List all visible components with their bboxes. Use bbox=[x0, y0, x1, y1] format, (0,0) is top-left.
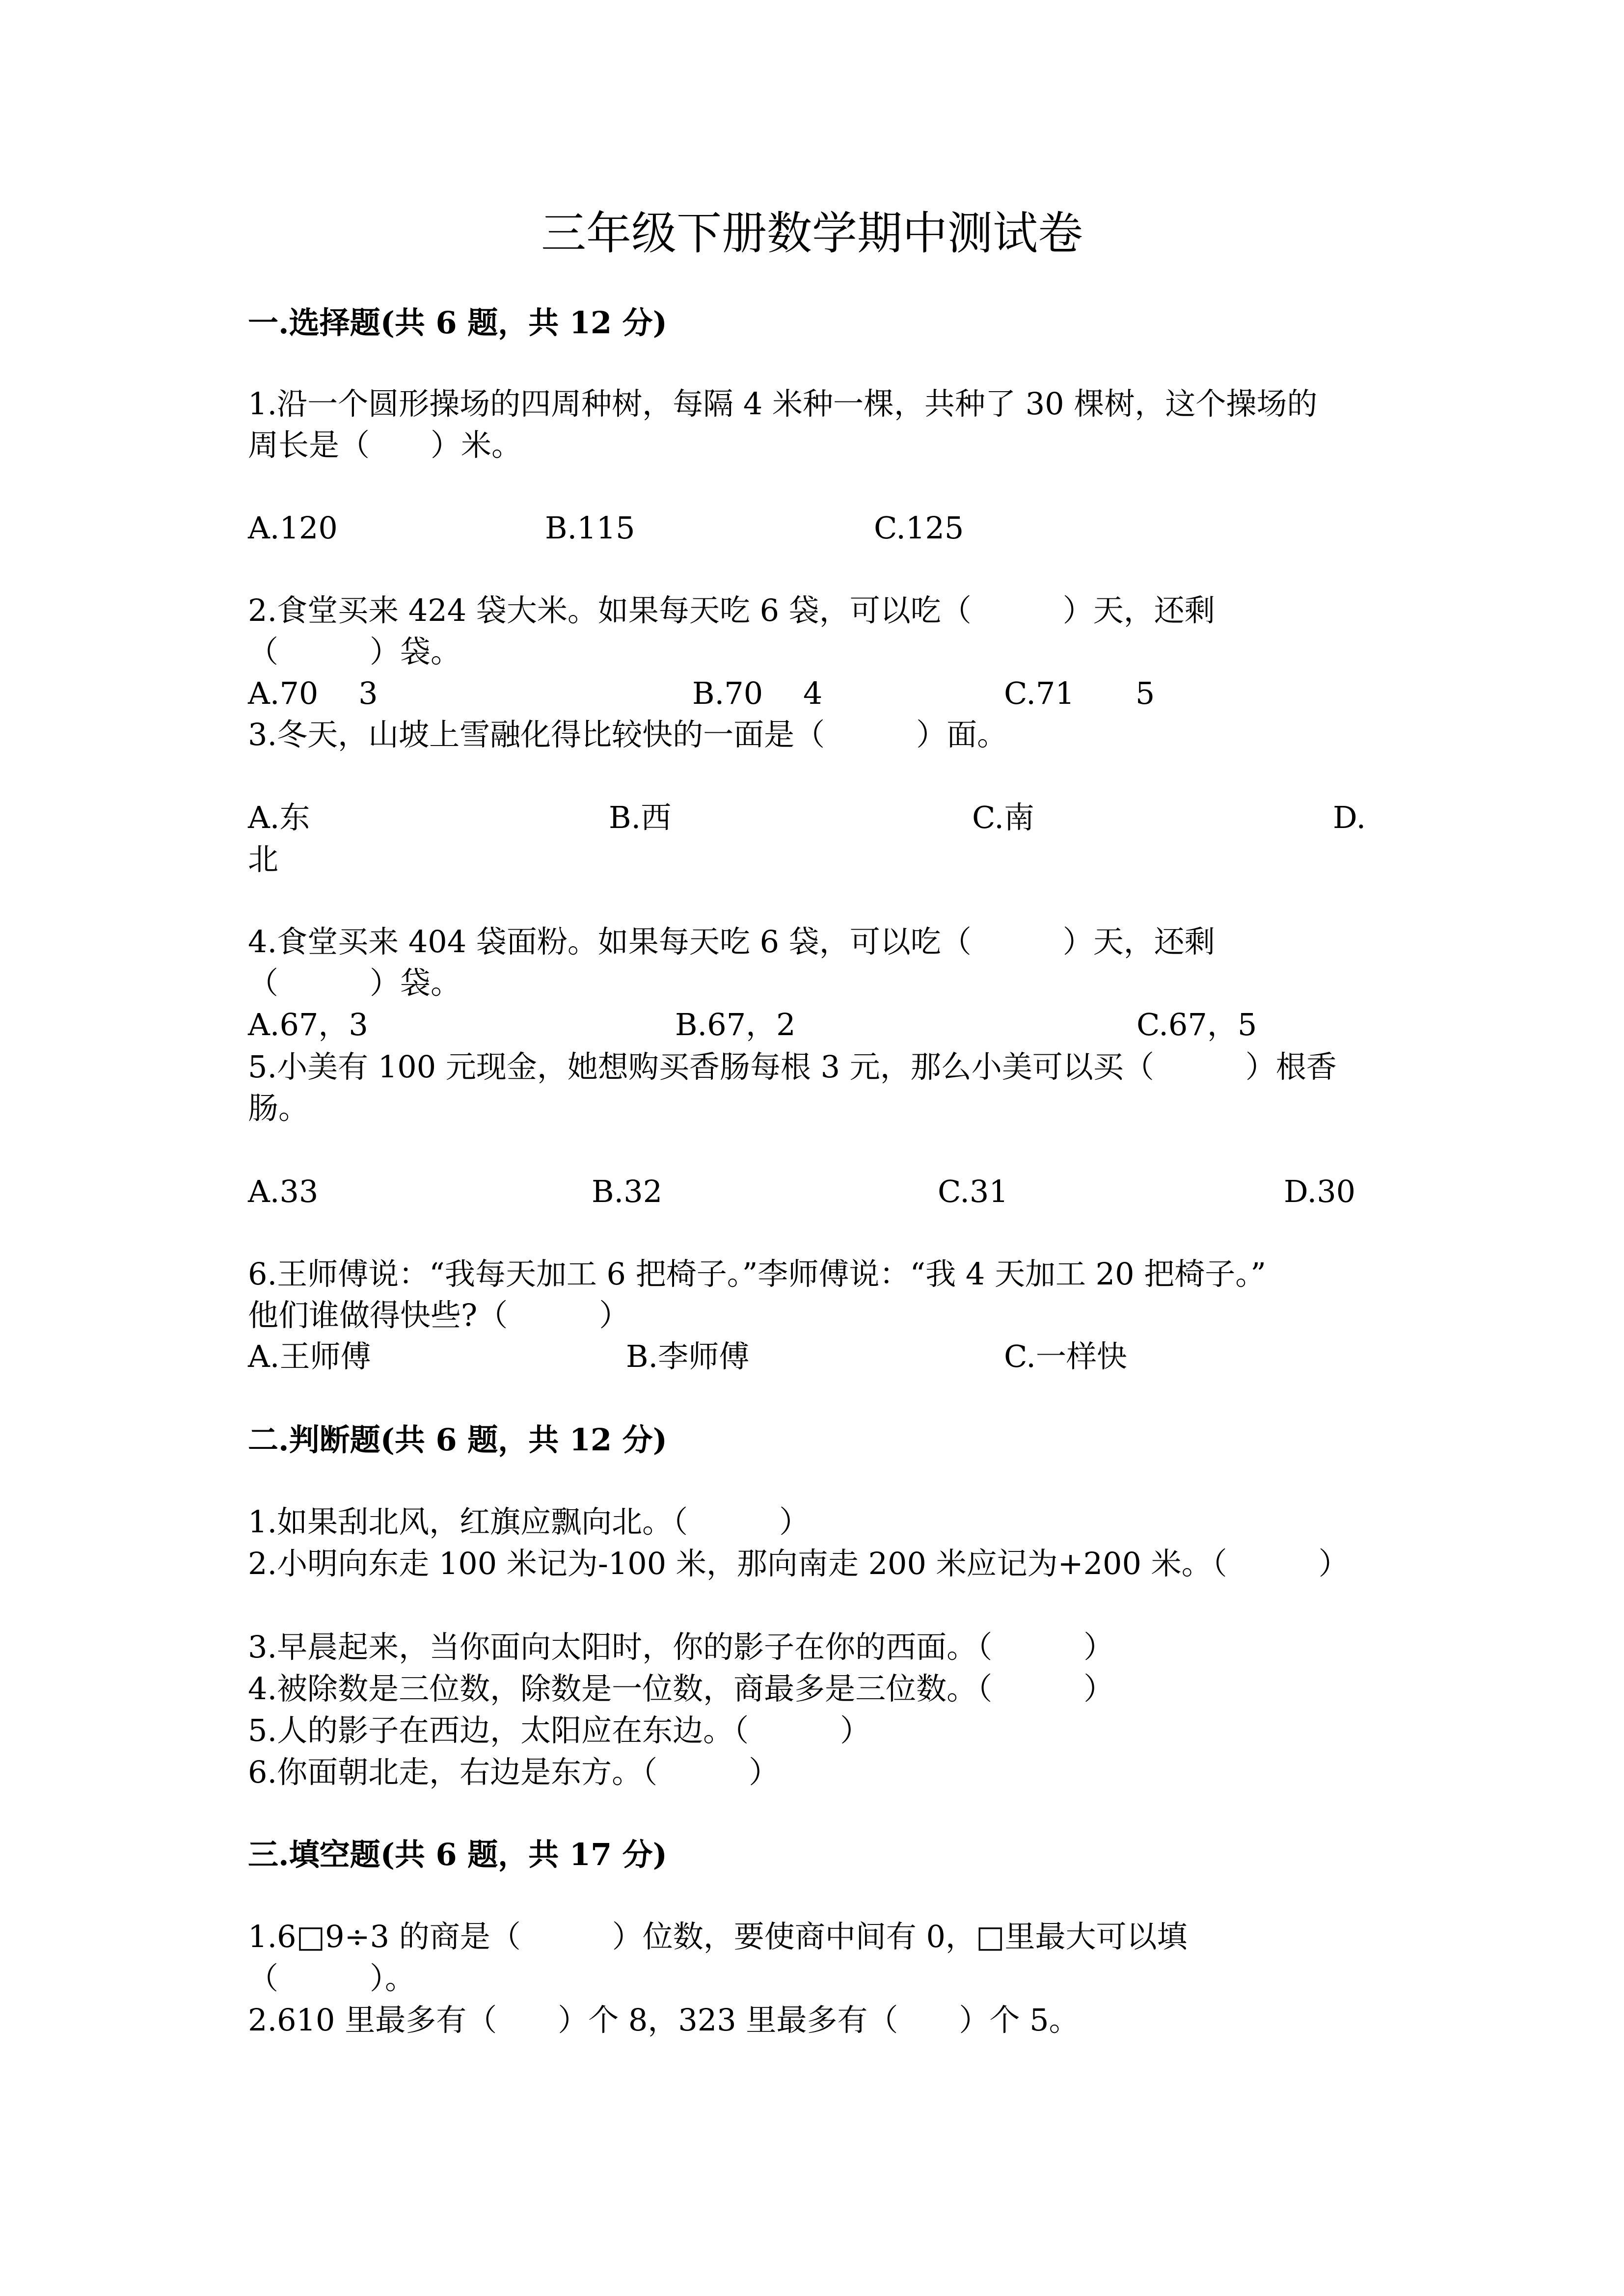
section-heading-choice: 一.选择题(共 6 题，共 12 分) bbox=[248, 305, 668, 341]
option-d[interactable]: D.30 bbox=[1284, 1174, 1356, 1209]
question-text: 6.王师傅说：“我每天加工 6 把椅子。”李师傅说：“我 4 天加工 20 把椅子。” bbox=[248, 1256, 1266, 1292]
option-a[interactable]: A.67，3 bbox=[248, 1007, 368, 1042]
question-text: 周长是（ ）米。 bbox=[248, 427, 522, 463]
option-c[interactable]: C.71 5 bbox=[1004, 675, 1155, 711]
option-c[interactable]: C.南 bbox=[972, 800, 1034, 835]
question-text: 4.被除数是三位数，除数是一位数，商最多是三位数。（ ） bbox=[248, 1671, 1114, 1707]
option-a[interactable]: A.120 bbox=[248, 510, 338, 546]
option-a[interactable]: A.70 3 bbox=[248, 675, 378, 711]
question-text: 3.冬天，山坡上雪融化得比较快的一面是（ ）面。 bbox=[248, 717, 1008, 752]
question-text: 6.你面朝北走，右边是东方。（ ） bbox=[248, 1754, 780, 1790]
question-text: 2.小明向东走 100 米记为-100 米，那向南走 200 米应记为+200 米。（ ） bbox=[248, 1546, 1349, 1581]
question-text: 4.食堂买来 404 袋面粉。如果每天吃 6 袋，可以吃（ ）天，还剩 bbox=[248, 924, 1215, 960]
option-c[interactable]: C.31 bbox=[938, 1174, 1008, 1209]
option-b[interactable]: B.67，2 bbox=[675, 1007, 796, 1042]
option-b[interactable]: B.115 bbox=[545, 510, 635, 546]
option-b[interactable]: B.70 4 bbox=[692, 675, 823, 711]
option-d[interactable]: D. bbox=[1333, 800, 1366, 835]
question-text: 2.食堂买来 424 袋大米。如果每天吃 6 袋，可以吃（ ）天，还剩 bbox=[248, 592, 1215, 628]
option-a[interactable]: A.东 bbox=[248, 800, 310, 835]
question-text: 1.6□9÷3 的商是（ ）位数，要使商中间有 0，□里最大可以填 bbox=[248, 1919, 1188, 1954]
question-text: 他们谁做得快些?（ ） bbox=[248, 1297, 630, 1333]
question-text: 2.610 里最多有（ ）个 8，323 里最多有（ ）个 5。 bbox=[248, 2002, 1080, 2038]
option-b[interactable]: B.李师傅 bbox=[626, 1338, 750, 1374]
option-a[interactable]: A.33 bbox=[248, 1174, 319, 1209]
option-c[interactable]: C.一样快 bbox=[1004, 1338, 1127, 1374]
option-c[interactable]: C.67，5 bbox=[1137, 1007, 1257, 1042]
page-title: 三年级下册数学期中测试卷 bbox=[541, 207, 1083, 260]
option-c[interactable]: C.125 bbox=[874, 510, 964, 546]
question-text: 5.小美有 100 元现金，她想购买香肠每根 3 元，那么小美可以买（ ）根香 bbox=[248, 1049, 1337, 1085]
question-text: （ ）袋。 bbox=[248, 965, 461, 1001]
question-text: （ ）。 bbox=[248, 1960, 416, 1996]
option-a[interactable]: A.王师傅 bbox=[248, 1338, 371, 1374]
question-text: 1.如果刮北风，红旗应飘向北。（ ） bbox=[248, 1504, 810, 1540]
question-text: （ ）袋。 bbox=[248, 634, 461, 669]
option-b[interactable]: B.32 bbox=[592, 1174, 663, 1209]
section-heading-judgement: 二.判断题(共 6 题，共 12 分) bbox=[248, 1422, 668, 1458]
question-text: 肠。 bbox=[248, 1090, 309, 1126]
option-b[interactable]: B.西 bbox=[609, 800, 672, 835]
question-text: 1.沿一个圆形操场的四周种树，每隔 4 米种一棵，共种了 30 棵树，这个操场的 bbox=[248, 386, 1318, 422]
section-heading-fill-in: 三.填空题(共 6 题，共 17 分) bbox=[248, 1837, 668, 1872]
question-text: 5.人的影子在西边，太阳应在东边。（ ） bbox=[248, 1712, 871, 1748]
question-text: 3.早晨起来，当你面向太阳时，你的影子在你的西面。（ ） bbox=[248, 1629, 1114, 1665]
option-d-text: 北 bbox=[248, 841, 279, 877]
